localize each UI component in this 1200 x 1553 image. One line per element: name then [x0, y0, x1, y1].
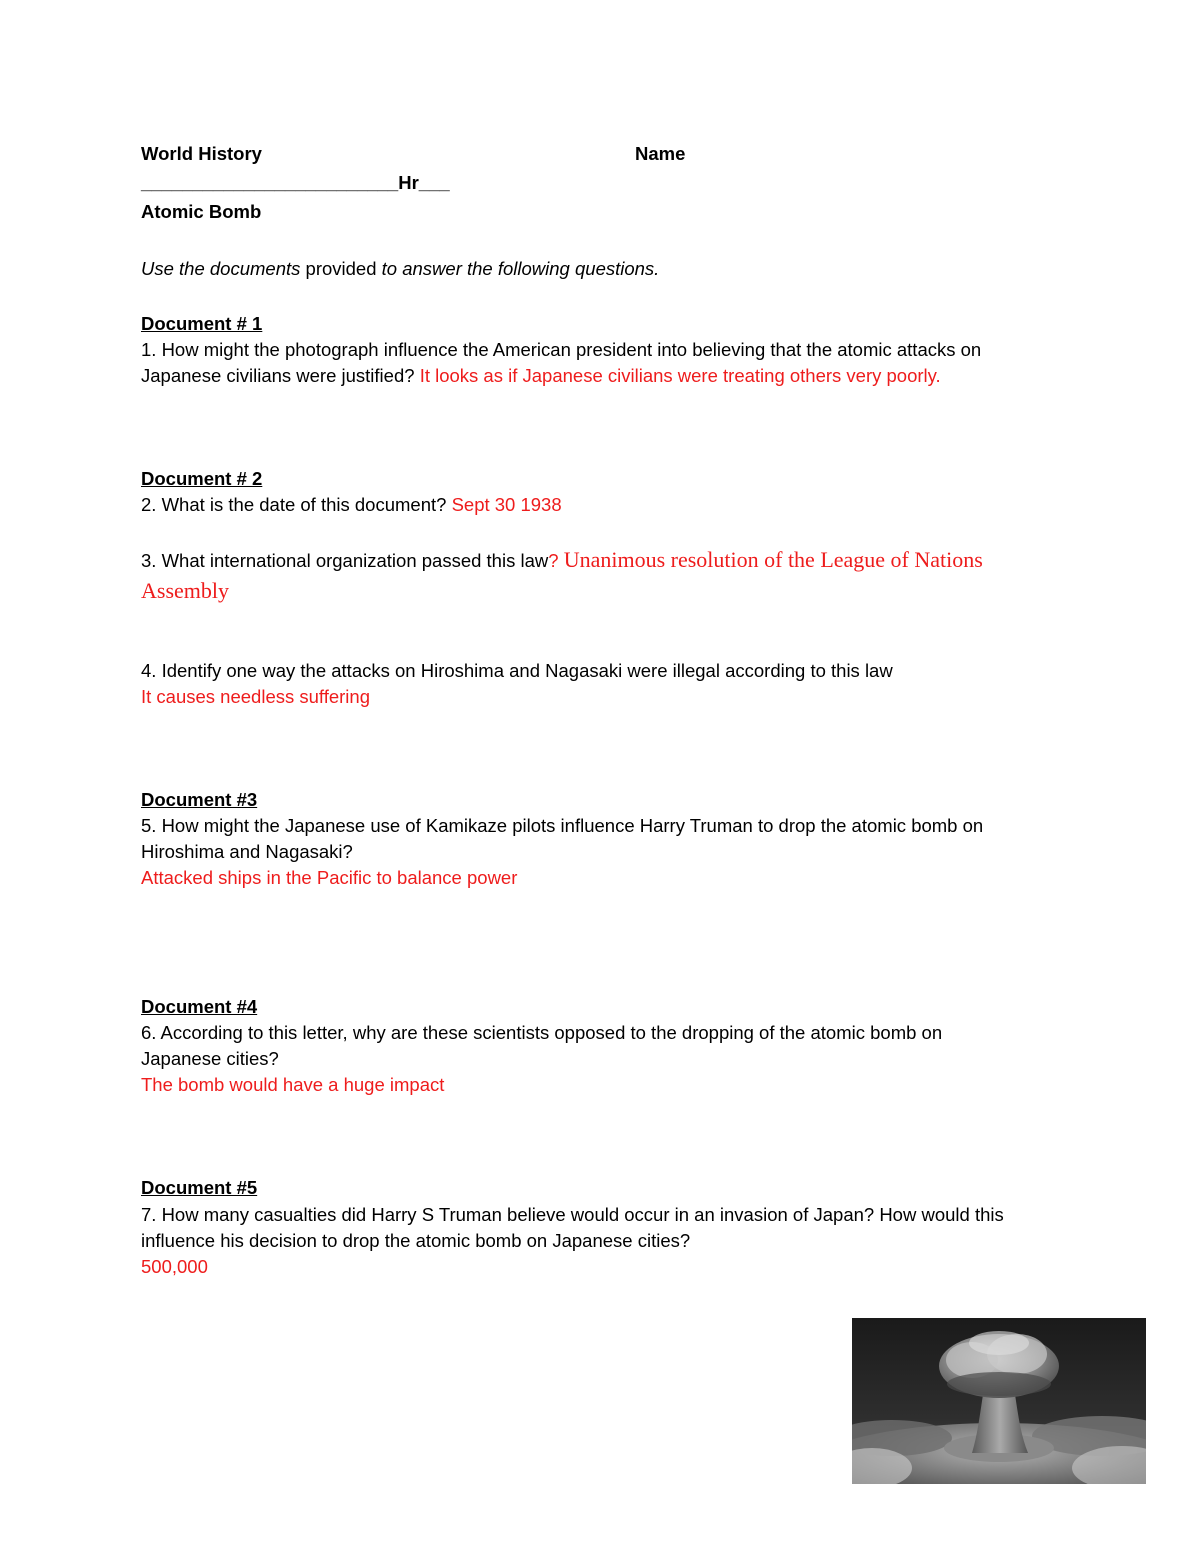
question-1-line1: 1. How might the photograph influence the American president into believing that the atomic attacks on	[141, 339, 982, 360]
question-7-line2: influence his decision to drop the atomic bomb on Japanese cities?	[141, 1230, 691, 1251]
question-6-line2: Japanese cities?	[141, 1048, 279, 1069]
document-4-heading: Document #4	[141, 996, 258, 1017]
course-title: World History	[141, 143, 262, 164]
question-2: 2. What is the date of this document? Sept 30 1938	[141, 494, 562, 515]
question-5-line2: Hiroshima and Nagasaki?	[141, 841, 353, 862]
question-6-line1: 6. According to this letter, why are these scientists opposed to the dropping of the atomic bomb on	[141, 1022, 943, 1043]
mushroom-cloud-image	[852, 1318, 1146, 1484]
question-1-line2: Japanese civilians were justified? It looks as if Japanese civilians were treating others very poorly.	[141, 365, 941, 386]
answer-3-line2: Assembly	[141, 578, 229, 603]
document-1-heading: Document # 1	[141, 313, 263, 334]
name-label: Name	[635, 143, 686, 164]
mushroom-cloud-photo	[852, 1318, 1146, 1484]
document-2-heading: Document # 2	[141, 468, 263, 489]
answer-1: It looks as if Japanese civilians were treating others very poorly.	[419, 365, 941, 386]
topic-title: Atomic Bomb	[141, 201, 262, 222]
answer-6: The bomb would have a huge impact	[141, 1074, 445, 1095]
answer-5: Attacked ships in the Pacific to balance power	[141, 867, 518, 888]
name-blank: _________________________Hr___	[141, 172, 450, 193]
question-5-line1: 5. How might the Japanese use of Kamikaze pilots influence Harry Truman to drop the atomic bomb on	[141, 815, 984, 836]
answer-2: Sept 30 1938	[451, 494, 562, 515]
question-3: 3. What international organization passed this law? Unanimous resolution of the League of Nations	[141, 547, 983, 572]
document-3-heading: Document #3	[141, 789, 258, 810]
instructions: Use the documents provided to answer the following questions.	[141, 258, 660, 279]
question-7-line1: 7. How many casualties did Harry S Truman believe would occur in an invasion of Japan? How would this	[141, 1204, 1004, 1225]
document-5-heading: Document #5	[141, 1177, 258, 1198]
answer-4: It causes needless suffering	[141, 686, 370, 707]
answer-3-line1: Unanimous resolution of the League of Nations	[563, 547, 983, 572]
answer-7: 500,000	[141, 1256, 208, 1277]
question-4: 4. Identify one way the attacks on Hiroshima and Nagasaki were illegal according to this law	[141, 660, 893, 681]
